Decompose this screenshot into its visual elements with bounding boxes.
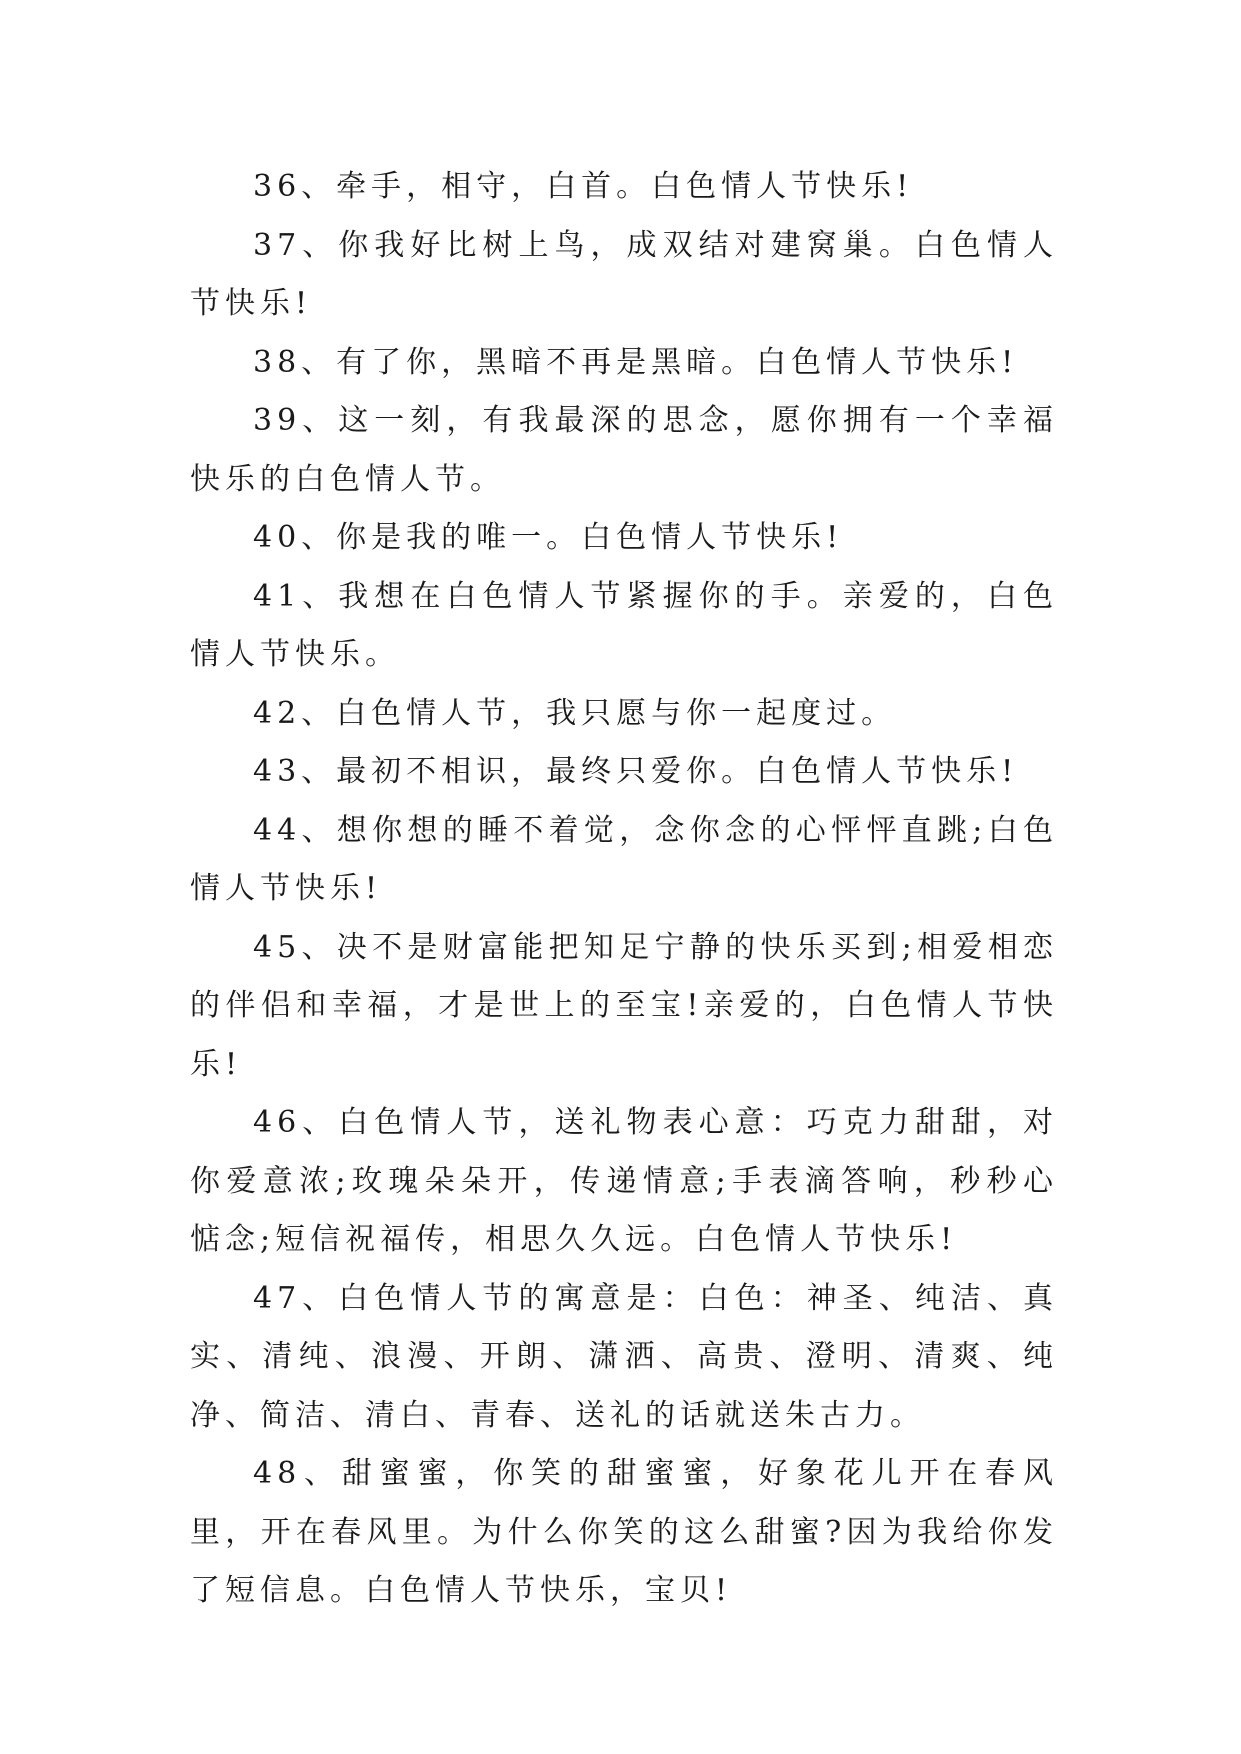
paragraph-47: 47、白色情人节的寓意是：白色：神圣、纯洁、真实、清纯、浪漫、开朗、潇洒、高贵、澄明、清爽、纯净、简洁、清白、青春、送礼的话就送朱古力。 [190,1280,1058,1433]
document-body [190,158,1058,1621]
paragraph-36: 36、牵手，相守，白首。白色情人节快乐! [253,169,914,204]
paragraph-46: 46、白色情人节，送礼物表心意：巧克力甜甜，对你爱意浓;玫瑰朵朵开，传递情意;手表滴答响，秒秒心惦念;短信祝福传，相思久久远。白色情人节快乐! [190,1105,1058,1257]
paragraph-43: 43、最初不相识，最终只爱你。白色情人节快乐! [253,754,1019,789]
paragraph-48: 48、甜蜜蜜，你笑的甜蜜蜜，好象花儿开在春风里，开在春风里。为什么你笑的这么甜蜜?因为我给你发了短信息。白色情人节快乐，宝贝! [190,1456,1058,1608]
paragraph-40: 40、你是我的唯一。白色情人节快乐! [253,520,844,555]
paragraph-39: 39、这一刻，有我最深的思念，愿你拥有一个幸福快乐的白色情人节。 [190,403,1058,497]
paragraph-41: 41、我想在白色情人节紧握你的手。亲爱的，白色情人节快乐。 [190,578,1058,672]
paragraph-37: 37、你我好比树上鸟，成双结对建窝巢。白色情人节快乐! [190,227,1058,321]
paragraph-44: 44、想你想的睡不着觉，念你念的心怦怦直跳;白色情人节快乐! [190,812,1058,906]
paragraph-45: 45、决不是财富能把知足宁静的快乐买到;相爱相恋的伴侣和幸福，才是世上的至宝!亲爱的，白色情人节快乐! [190,929,1058,1082]
paragraph-38: 38、有了你，黑暗不再是黑暗。白色情人节快乐! [253,344,1019,380]
paragraph-42: 42、白色情人节，我只愿与你一起度过。 [253,695,897,731]
